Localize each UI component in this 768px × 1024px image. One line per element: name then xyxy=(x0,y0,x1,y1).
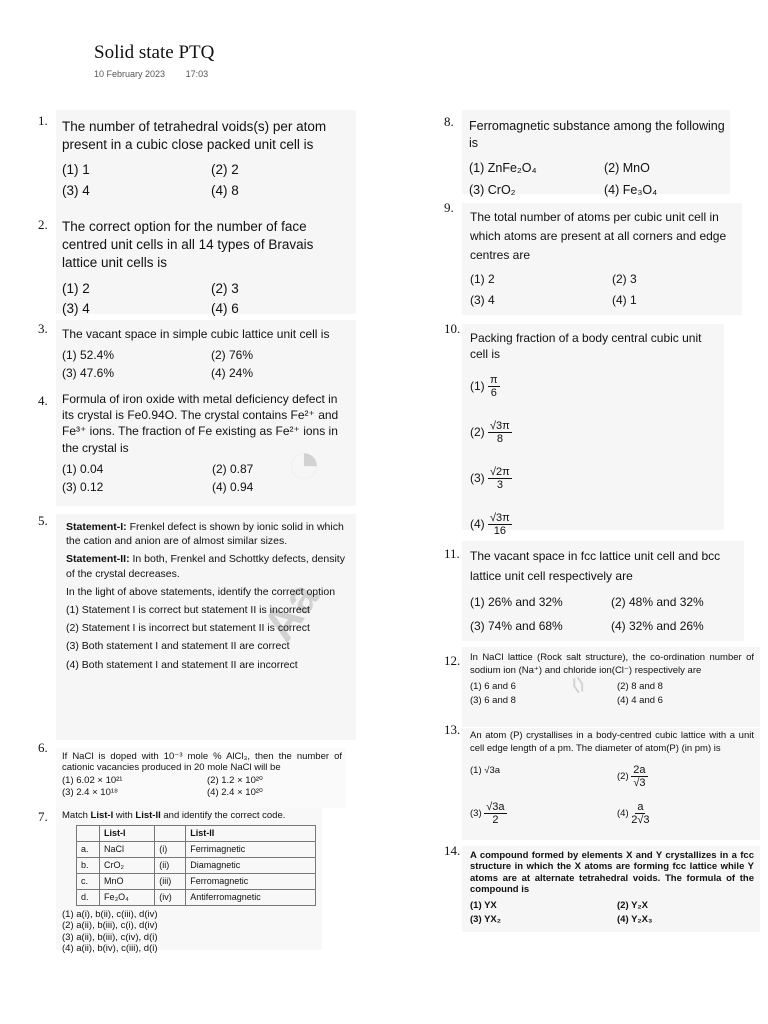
question-image xyxy=(462,110,730,197)
question-image xyxy=(56,808,322,954)
table-cell: List-II xyxy=(186,825,316,841)
option: (3) 4 xyxy=(62,182,90,198)
stem-text: with xyxy=(113,810,136,821)
watermark-logo: ◔ xyxy=(286,429,323,496)
option-label: (2) xyxy=(617,770,629,782)
option-label: (3) xyxy=(470,807,482,819)
option: (3) CrO₂ xyxy=(469,182,516,197)
option: (3) 4 xyxy=(62,300,90,316)
question-stem: The correct option for the number of face centred unit cells in all 14 types of Bravais lattice unit cells is xyxy=(62,219,314,271)
table-row xyxy=(77,857,316,873)
question-prompt: In the light of above statements, identify the correct option xyxy=(66,585,336,598)
option: (4) Both statement I and statement II are incorrect xyxy=(66,658,298,671)
question-stem: Packing fraction of a body central cubic unit cell is xyxy=(470,331,702,362)
question xyxy=(62,391,352,496)
question-stem: The vacant space in fcc lattice unit cell and bcc lattice unit cell respectively are xyxy=(470,549,721,583)
fraction-numerator: a xyxy=(637,800,644,813)
question-number: 14. xyxy=(444,843,461,858)
table-cell: Ferromagnetic xyxy=(186,873,316,889)
table-cell: (ii) xyxy=(155,857,186,873)
stem-bold: List-I xyxy=(90,810,114,821)
fraction-denominator: 2 xyxy=(492,813,499,826)
table-cell: d. xyxy=(77,889,100,905)
statement-2-label: Statement-II: xyxy=(66,553,130,566)
option-label: (4) xyxy=(470,517,485,532)
fraction-numerator: √3a xyxy=(486,800,505,813)
option: (4) 6 xyxy=(211,300,239,316)
option: (3) a(ii), b(iii), c(iv), d(i) xyxy=(62,931,158,943)
table-cell: Ferrimagnetic xyxy=(186,841,316,857)
page-title: Solid state PTQ xyxy=(94,42,215,63)
option: (1) a(i), b(ii), c(iii), d(iv) xyxy=(62,908,158,920)
fraction xyxy=(631,764,647,789)
question-stem xyxy=(62,810,320,823)
fraction-denominator: 16 xyxy=(493,525,507,538)
option: (2) 76% xyxy=(211,348,254,363)
question-number: 11. xyxy=(444,546,460,561)
fraction xyxy=(488,466,512,491)
option: (4) 4 and 6 xyxy=(617,694,663,706)
question-stem: Ferromagnetic substance among the following is xyxy=(469,119,725,150)
option xyxy=(470,420,720,466)
table-cell: List-I xyxy=(100,825,155,841)
option: (1) 6 and 6 xyxy=(470,680,516,692)
fraction-denominator: 8 xyxy=(496,433,503,446)
question-number: 6. xyxy=(38,740,48,755)
option: (2) 48% and 32% xyxy=(611,594,704,609)
statement-1-label: Statement-I: xyxy=(66,521,127,533)
option: (4) 2.4 × 10²⁰ xyxy=(207,786,263,798)
option: (3) 74% and 68% xyxy=(470,618,563,633)
table-row xyxy=(77,873,316,889)
option xyxy=(470,466,720,512)
question xyxy=(470,652,754,708)
note-meta xyxy=(94,69,208,79)
option xyxy=(470,801,607,826)
statement-2 xyxy=(66,552,350,580)
fraction xyxy=(488,420,512,445)
question-number: 13. xyxy=(444,722,461,737)
question xyxy=(470,547,742,638)
fraction-numerator: √2π xyxy=(490,466,510,479)
question-image xyxy=(56,514,356,740)
question-image xyxy=(462,324,724,538)
fraction-denominator: √3 xyxy=(633,776,646,789)
table-cell xyxy=(155,825,186,841)
note-time: 17:03 xyxy=(185,69,209,79)
question-image xyxy=(462,647,760,727)
question-number: 10. xyxy=(444,321,461,336)
question-stem: If NaCl is doped with 10⁻³ mole % AlCl₃, then the number of cationic vacancies produced in 20 mole NaCl will be xyxy=(62,751,342,773)
question xyxy=(62,218,350,319)
option: (1) 0.04 xyxy=(62,461,104,476)
stem-bold: List-II xyxy=(135,810,161,821)
stem-text: Match xyxy=(62,810,91,821)
option: (4) 32% and 26% xyxy=(611,618,704,633)
option: (1) 2 xyxy=(62,280,90,296)
option: (2) 3 xyxy=(211,280,239,296)
option: (1) ZnFe₂O₄ xyxy=(469,160,537,175)
option-label: (1) √3a xyxy=(470,764,501,776)
question xyxy=(62,118,350,201)
table-row xyxy=(77,841,316,857)
table-cell: a. xyxy=(77,841,100,857)
question-image xyxy=(462,203,742,315)
fraction xyxy=(484,801,506,826)
table-cell: Diamagnetic xyxy=(186,857,316,873)
option: (3) YX₂ xyxy=(470,913,501,925)
question-image xyxy=(56,320,356,390)
question xyxy=(62,810,320,954)
fraction-numerator: 2a xyxy=(633,763,646,776)
option: (1) 26% and 32% xyxy=(470,594,563,609)
question-image xyxy=(462,846,760,932)
option: (2) a(ii), b(iii), c(i), d(iv) xyxy=(62,920,158,932)
question xyxy=(62,752,342,799)
option xyxy=(470,374,720,420)
table-cell: c. xyxy=(77,873,100,889)
table-cell: CrO₂ xyxy=(100,857,155,873)
question-image xyxy=(56,388,356,506)
option: (2) 3 xyxy=(612,271,637,286)
option: (4) 8 xyxy=(211,182,239,198)
table-cell: (i) xyxy=(155,841,186,857)
table-header-row xyxy=(77,825,316,841)
option: (3) 4 xyxy=(470,292,495,307)
option-label: (2) xyxy=(470,425,485,440)
option: (2) MnO xyxy=(604,160,650,175)
fraction-denominator: 3 xyxy=(496,479,503,492)
question-number: 5. xyxy=(38,513,48,528)
option: (4) a(ii), b(iv), c(iii), d(i) xyxy=(62,942,158,954)
question xyxy=(66,520,350,673)
table-cell: (iii) xyxy=(155,873,186,889)
option: (1) 1 xyxy=(62,162,90,178)
statement-1 xyxy=(66,520,350,548)
question-stem: A compound formed by elements X and Y crystallizes in a fcc structure in which the X atoms are forming fcc lattice while Y atoms are at alternate tetrahedral voids. The formula of the compound is xyxy=(470,850,754,896)
question-number: 8. xyxy=(444,114,454,129)
question-number: 1. xyxy=(38,113,48,128)
question-stem: The number of tetrahedral voids(s) per atom present in a cubic close packed unit cell is xyxy=(62,119,327,153)
option-list xyxy=(62,909,320,955)
option: (1) YX xyxy=(470,899,497,911)
option: (3) 0.12 xyxy=(62,479,104,494)
option: (2) 2 xyxy=(211,162,239,178)
option: (4) Y₂X₃ xyxy=(617,913,653,925)
question-number: 4. xyxy=(38,393,48,408)
option: (4) 1 xyxy=(612,292,637,307)
option: (3) 47.6% xyxy=(62,366,115,381)
question-image xyxy=(462,541,744,641)
table-cell: Antiferromagnetic xyxy=(186,889,316,905)
question xyxy=(470,850,754,927)
question xyxy=(469,118,725,202)
fraction xyxy=(631,801,649,826)
note-date: 10 February 2023 xyxy=(94,69,166,79)
question-number: 3. xyxy=(38,321,48,336)
fraction-numerator: π xyxy=(490,374,498,387)
option xyxy=(617,801,754,826)
option: (3) 6 and 8 xyxy=(470,694,516,706)
stem-text: and identify the correct code. xyxy=(160,810,286,821)
question-stem: An atom (P) crystallises in a body-centred cubic lattice with a unit cell edge length of a pm. The diameter of atom(P) (in pm) is xyxy=(470,730,754,754)
question-stem: Formula of iron oxide with metal deficiency defect in its crystal is Fe0.94O. The crystal contains Fe²⁺ and Fe³⁺ ions. The fraction of Fe existing as Fe²⁺ ions in the crystal is xyxy=(62,392,339,455)
question-number: 9. xyxy=(444,200,454,215)
option: (1) 52.4% xyxy=(62,348,115,363)
option: (2) Y₂X xyxy=(617,899,648,911)
question-image xyxy=(56,214,356,314)
option-label: (4) xyxy=(617,807,629,819)
fraction-numerator: √3π xyxy=(490,420,510,433)
question-image xyxy=(462,728,760,840)
option: (1) Statement I is correct but statement II is incorrect xyxy=(66,603,310,616)
option xyxy=(617,764,754,789)
table-row xyxy=(77,889,316,905)
fraction-denominator: 2√3 xyxy=(631,813,650,826)
table-cell: (iv) xyxy=(155,889,186,905)
fraction-numerator: √3π xyxy=(490,512,510,525)
option: (2) 8 and 8 xyxy=(617,680,663,692)
question-image xyxy=(56,110,356,215)
question-number: 12. xyxy=(444,653,461,668)
option: (2) Statement I is incorrect but statement II is correct xyxy=(66,622,310,635)
question-stem: The vacant space in simple cubic lattice unit cell is xyxy=(62,327,330,341)
option: (2) 1.2 × 10²⁰ xyxy=(207,774,263,786)
question-number: 7. xyxy=(38,809,48,824)
statement-1-text: Frenkel defect is shown by ionic solid in which the cation and anion are of almost similar sizes. xyxy=(66,521,344,548)
option: (4) Fe₃O₄ xyxy=(604,182,658,197)
table-cell: Fe₃O₄ xyxy=(100,889,155,905)
option: (4) 0.94 xyxy=(212,479,254,494)
table-cell: MnO xyxy=(100,873,155,889)
option: (1) 6.02 × 10²¹ xyxy=(62,774,123,786)
match-table xyxy=(76,825,316,906)
question xyxy=(470,330,720,552)
option xyxy=(470,764,607,789)
option-label: (1) xyxy=(470,379,485,394)
fraction-denominator: 6 xyxy=(490,387,497,400)
question-image xyxy=(56,748,346,808)
option: (2) 0.87 xyxy=(212,461,254,476)
table-cell xyxy=(77,825,100,841)
table-cell: NaCl xyxy=(100,841,155,857)
question-stem: In NaCl lattice (Rock salt structure), the co-ordination number of sodium ion (Na⁺) and chloride ion(Cl⁻) respectively are xyxy=(470,652,754,676)
statement-2-text: In both, Frenkel and Schottky defects, density of the crystal decreases. xyxy=(66,553,345,580)
question-number: 2. xyxy=(38,217,48,232)
question-stem: The total number of atoms per cubic unit cell in which atoms are present at all corners and edge centres are xyxy=(470,210,727,263)
question xyxy=(470,208,740,311)
fraction xyxy=(488,374,500,399)
option-label: (3) xyxy=(470,471,485,486)
option-list xyxy=(470,374,720,552)
watermark-logo: ⟨⟩ xyxy=(569,675,587,696)
question xyxy=(62,326,350,382)
watermark-logo: Aa xyxy=(252,571,329,651)
option: (3) Both statement I and statement II are correct xyxy=(66,640,290,653)
option: (4) 24% xyxy=(211,366,254,381)
table-cell: b. xyxy=(77,857,100,873)
option: (1) 2 xyxy=(470,271,495,286)
fraction xyxy=(488,512,512,537)
question xyxy=(470,730,754,826)
option: (3) 2.4 × 10¹⁸ xyxy=(62,786,119,798)
